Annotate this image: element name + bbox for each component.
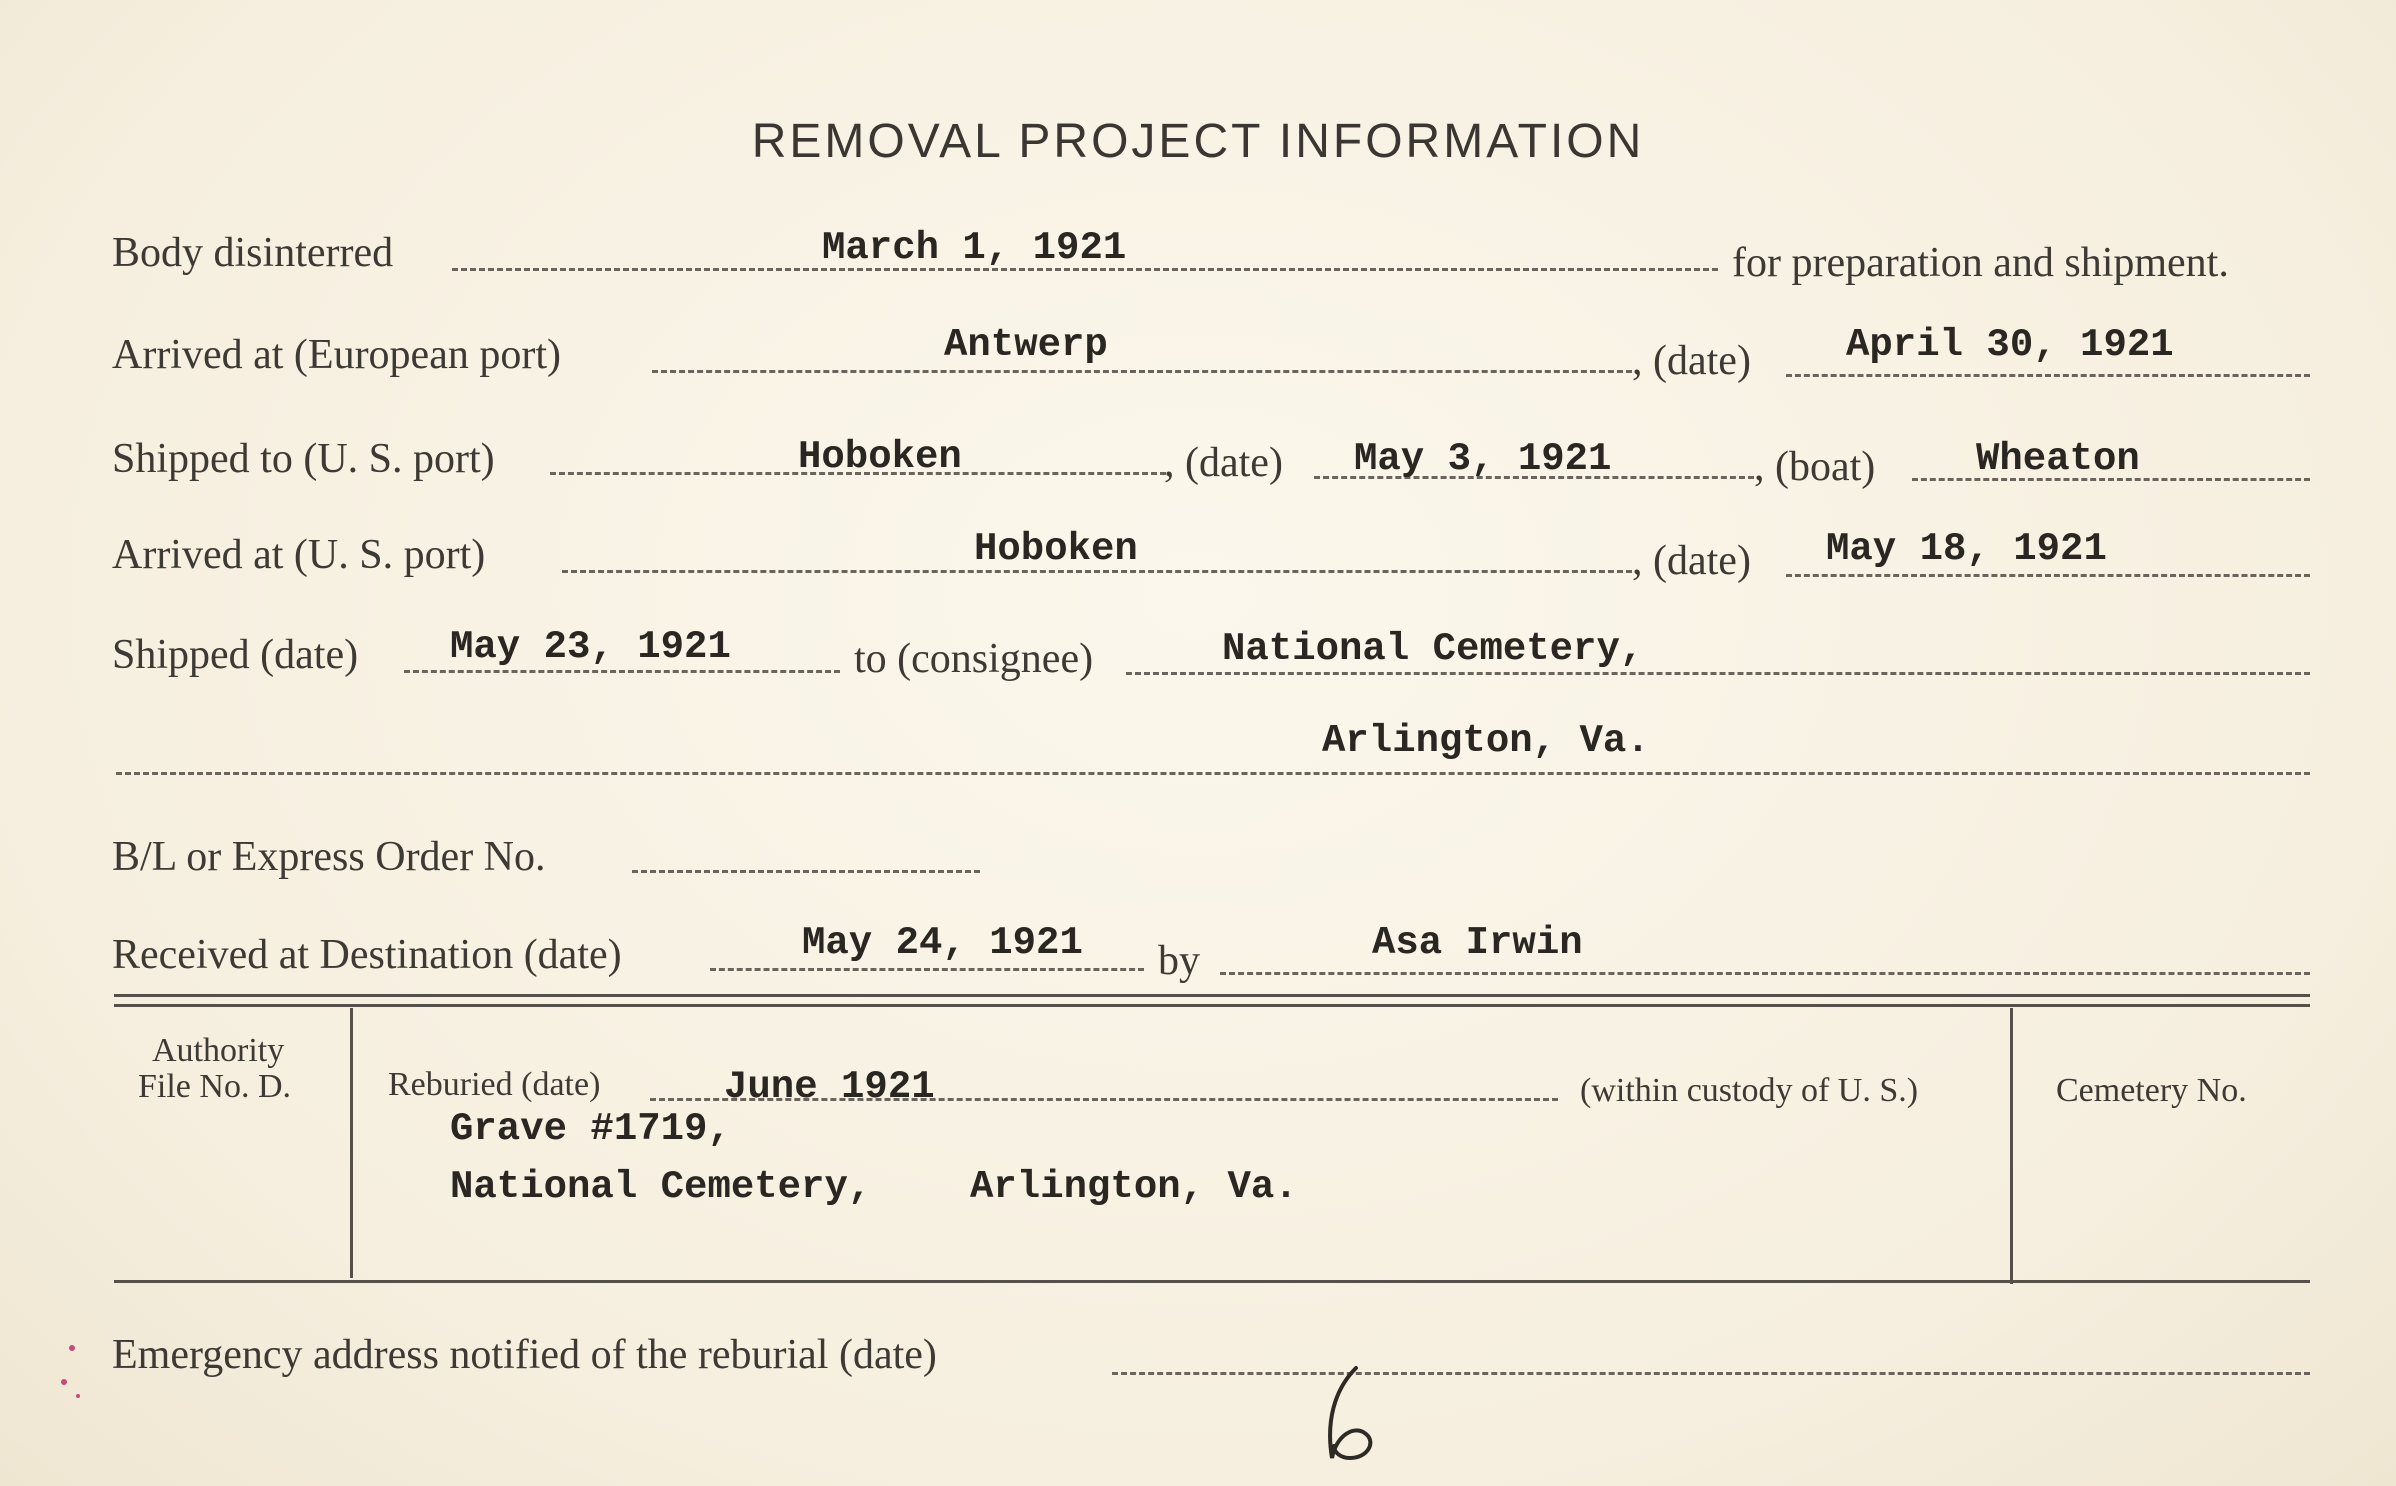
emergency-address-line	[1112, 1372, 2310, 1375]
european-port-value: Antwerp	[944, 323, 1108, 367]
reburied-label: Reburied (date)	[388, 1066, 601, 1103]
authority-label-line2: File No. D.	[138, 1068, 291, 1105]
bl-order-label: B/L or Express Order No.	[112, 834, 546, 880]
handwritten-mark	[1316, 1362, 1386, 1472]
european-port-label: Arrived at (European port)	[112, 332, 561, 378]
received-by-value: Asa Irwin	[1372, 921, 1583, 965]
box-top-rule-2	[114, 1004, 2310, 1007]
european-port-line	[652, 370, 1632, 373]
shipped-date-value: May 23, 1921	[450, 625, 731, 669]
shipped-to-date-label: , (date)	[1164, 440, 1283, 486]
shipped-to-date-value: May 3, 1921	[1354, 437, 1612, 481]
bl-order-line	[632, 870, 980, 873]
shipped-to-port-value: Hoboken	[798, 435, 962, 479]
received-by-line	[1220, 972, 2310, 975]
us-port-arrival-date-value: May 18, 1921	[1826, 527, 2107, 571]
boat-value: Wheaton	[1976, 437, 2140, 481]
body-disinterred-suffix: for preparation and shipment.	[1732, 240, 2229, 286]
box-divider-right	[2010, 1008, 2013, 1284]
received-destination-line	[710, 968, 1144, 971]
european-port-date-value: April 30, 1921	[1846, 323, 2174, 367]
margin-specks	[50, 1330, 110, 1410]
cemetery-number-label: Cemetery No.	[2056, 1072, 2247, 1109]
body-disinterred-label: Body disinterred	[112, 230, 394, 276]
received-by-label: by	[1158, 938, 1200, 984]
body-disinterred-value: March 1, 1921	[822, 226, 1127, 270]
consignee-value-line2: Arlington, Va.	[1322, 719, 1650, 763]
consignee-label: to (consignee)	[854, 636, 1094, 682]
european-port-date-line	[1786, 374, 2310, 377]
card-title: REMOVAL PROJECT INFORMATION	[751, 115, 1645, 168]
grave-cemetery: National Cemetery,	[450, 1165, 872, 1209]
emergency-address-label: Emergency address notified of the reburial (date)	[112, 1332, 937, 1378]
box-divider-left	[350, 1008, 353, 1278]
us-port-arrival-date-line	[1786, 574, 2310, 577]
consignee-continuation-line	[116, 772, 2310, 775]
box-top-rule-1	[114, 994, 2310, 997]
reburied-value: June 1921	[724, 1065, 935, 1109]
us-port-arrival-value: Hoboken	[974, 527, 1138, 571]
us-port-arrival-label: Arrived at (U. S. port)	[112, 532, 486, 578]
authority-label-line1: Authority	[152, 1032, 285, 1069]
shipped-to-port-label: Shipped to (U. S. port)	[112, 436, 495, 482]
european-port-date-label: , (date)	[1632, 338, 1751, 384]
shipped-date-label: Shipped (date)	[112, 632, 359, 678]
consignee-value-line1: National Cemetery,	[1222, 627, 1644, 671]
shipped-date-line	[404, 670, 840, 673]
grave-location: Arlington, Va.	[970, 1165, 1298, 1209]
boat-label: , (boat)	[1754, 444, 1876, 490]
consignee-line	[1126, 672, 2310, 675]
us-port-arrival-date-label: , (date)	[1632, 538, 1751, 584]
box-bottom-rule	[114, 1280, 2310, 1283]
received-destination-value: May 24, 1921	[802, 921, 1083, 965]
grave-number: Grave #1719,	[450, 1107, 731, 1151]
custody-label: (within custody of U. S.)	[1580, 1072, 1919, 1109]
received-destination-label: Received at Destination (date)	[112, 932, 622, 978]
